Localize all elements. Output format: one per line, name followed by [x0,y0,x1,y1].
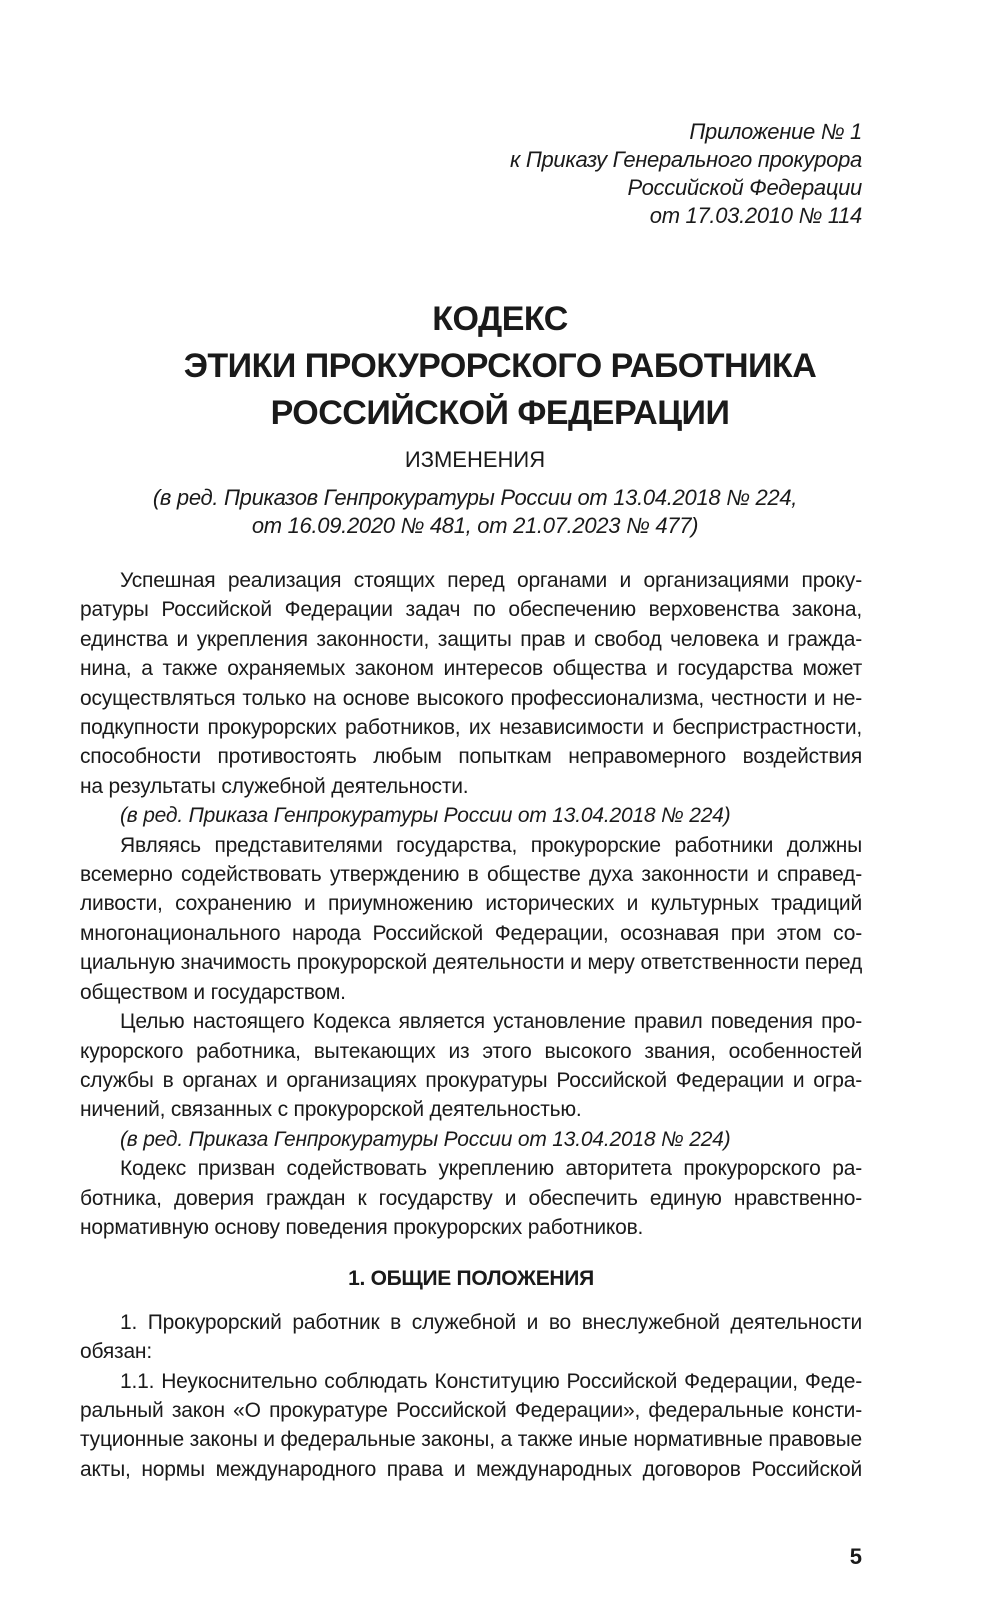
text-line: обществом и государством. [80,980,346,1004]
text-line: нормативную основу поведения прокурорских работников. [80,1215,644,1239]
text-line: туционные законы и федеральные законы, а также иные нормативные правовые [80,1428,862,1452]
preamble-paragraph-2 [80,831,862,1007]
text-line: ливости, сохранению и приумножению исторических и культурных традиций [80,892,862,916]
preamble-paragraph-3 [80,1007,862,1125]
text-line: ратуры Российской Федерации задач по обеспечению верховенства закона, [80,598,862,622]
text-line: всемерно содействовать утверждению в обществе духа законности и справед- [80,863,862,887]
text-line: ничений, связанных с прокурорской деятельностью. [80,1098,582,1122]
text-line: Являясь представителями государства, прокурорские работники должны [120,833,862,857]
document-title [0,296,1000,437]
appendix-line: Приложение № 1 [689,119,862,144]
title-line: ЭТИКИ ПРОКУРОРСКОГО РАБОТНИКА [183,347,817,385]
text-line: Кодекс призван содействовать укреплению авторитета прокурорского ра- [120,1157,862,1181]
text-line: осуществляться только на основе высокого профессионализма, честности и не- [80,686,862,710]
text-line: Целью настоящего Кодекса является установление правил поведения про- [120,1010,862,1034]
revision-note: (в ред. Приказа Генпрокуратуры России от 13.04.2018 № 224) [120,804,731,828]
text-line: Успешная реализация стоящих перед органами и организациями проку- [120,569,862,592]
preamble-paragraph-1 [80,566,862,801]
section-paragraph-2 [80,1367,862,1485]
section-paragraph-1 [80,1308,862,1367]
text-line: подкупности прокурорских работников, их независимости и беспристрастности, [80,716,862,740]
text-line: циальную значимость прокурорской деятельности и меру ответственности перед [80,951,862,975]
appendix-reference [510,118,862,230]
text-line: способности противостоять любым попыткам неправомерного воздействия [80,745,862,769]
text-line: нина, а также охраняемых законом интересов общества и государства может [80,657,862,681]
revisions-line: от 16.09.2020 № 481, от 21.07.2023 № 477) [251,513,699,538]
document-body [80,566,862,1484]
changes-label: ИЗМЕНЕНИЯ [404,447,546,472]
revision-note: (в ред. Приказа Генпрокуратуры России от 13.04.2018 № 224) [120,1127,731,1151]
appendix-line: к Приказу Генерального прокурора [509,147,862,172]
section-title: 1. ОБЩИЕ ПОЛОЖЕНИЯ [348,1267,594,1291]
text-line: на результаты служебной деятельности. [80,774,469,798]
title-line: КОДЕКС [432,300,568,338]
text-line: ботника, доверия граждан к государству и обеспечить единую нравственно- [80,1186,862,1210]
revisions-line: (в ред. Приказов Генпрокуратуры России от 13.04.2018 № 224, [152,485,798,510]
title-line: РОССИЙСКОЙ ФЕДЕРАЦИИ [270,394,730,432]
text-line: акты, нормы международного права и международных договоров Российской [80,1457,862,1481]
text-line: курорского работника, вытекающих из этого высокого звания, особенностей [80,1039,862,1063]
text-line: 1. Прокурорский работник в служебной и во внеслужебной деятельности [120,1310,862,1334]
text-line: 1.1. Неукоснительно соблюдать Конституцию Российской Федерации, Феде- [120,1369,862,1393]
text-line: многонационального народа Российской Федерации, осознавая при этом со- [80,921,862,945]
text-line: службы в органах и организациях прокуратуры Российской Федерации и огра- [80,1068,862,1092]
appendix-line: Российской Федерации [627,175,862,200]
appendix-line: от 17.03.2010 № 114 [649,203,862,228]
preamble-paragraph-4 [80,1154,862,1242]
revisions-note [0,484,950,540]
text-line: обязан: [80,1340,152,1364]
text-line: ральный закон «О прокуратуре Российской Федерации», федеральные консти- [80,1398,862,1422]
text-line: единства и укрепления законности, защиты прав и свобод человека и гражда- [80,627,862,651]
page-number: 5 [849,1544,862,1569]
